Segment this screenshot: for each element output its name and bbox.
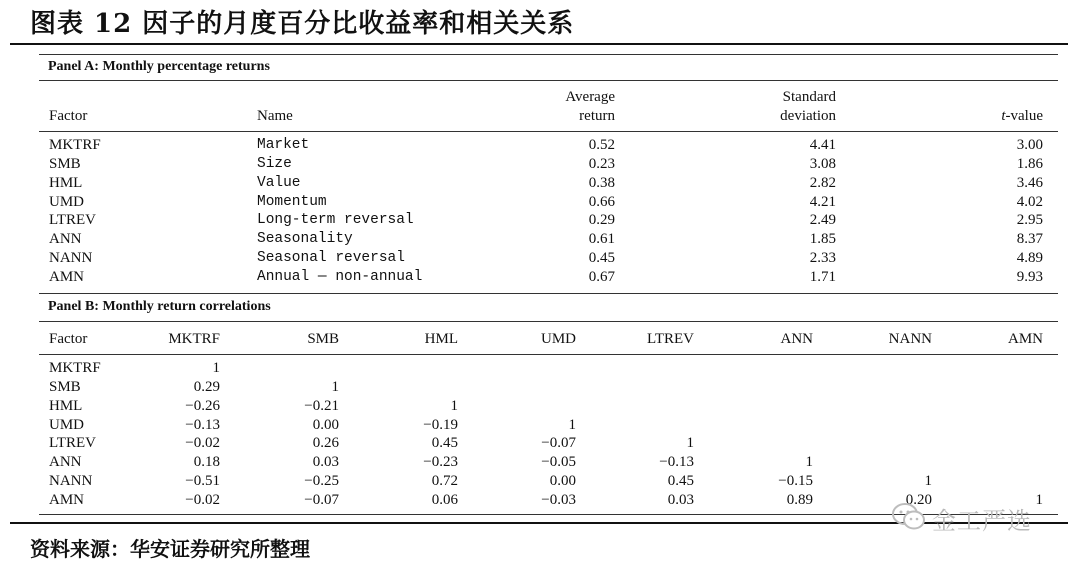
correlation-row-label: SMB: [49, 378, 81, 395]
t-italic: t: [1001, 108, 1006, 124]
correlation-row-label: MKTRF: [49, 360, 101, 376]
panel-b-header-cell: SMB: [307, 331, 339, 347]
correlation-cell: 0.18: [193, 454, 220, 471]
panel-a-header-t-value: [943, 107, 1043, 126]
panel-b-header-cell: Factor: [49, 331, 88, 347]
correlation-cell: −0.05: [541, 454, 576, 471]
correlation-cell: 0.72: [431, 473, 458, 490]
panel-b-header-cell: AMN: [1007, 331, 1043, 347]
t-value-cell: 1.86: [1016, 155, 1043, 172]
watermark-text: 金工严选: [932, 507, 1032, 535]
panel-b-header-cell: ANN: [780, 331, 813, 347]
correlation-row-label: AMN: [49, 491, 85, 508]
t-value-cell: 2.95: [1016, 212, 1043, 229]
correlation-cell: 1: [568, 416, 576, 433]
correlation-cell: 0.20: [905, 491, 932, 508]
std-deviation-cell: 2.49: [809, 212, 836, 229]
std-deviation-cell: 4.41: [809, 137, 836, 153]
top-rule: [10, 43, 1068, 45]
average-return-cell: 0.23: [588, 155, 615, 172]
correlation-cell: 1: [1035, 491, 1043, 508]
std-deviation-cell: 3.08: [809, 155, 836, 172]
avg-header-line1: Average: [565, 89, 615, 105]
correlation-cell: 1: [686, 435, 694, 452]
std-deviation-cell: 2.82: [809, 174, 836, 191]
correlation-cell: 0.00: [549, 473, 576, 490]
t-value-cell: 8.37: [1016, 231, 1043, 248]
panel-a-header-rule: [39, 131, 1058, 132]
correlation-cell: 0.06: [431, 491, 458, 508]
panel-b-header-cell: MKTRF: [168, 331, 220, 347]
std-deviation-cell: 1.71: [809, 268, 836, 285]
panel-a-title: Panel A: Monthly percentage returns: [48, 59, 270, 74]
factor-cell: ANN: [49, 231, 82, 248]
correlation-cell: 0.89: [786, 491, 813, 508]
panel-a-bottom-rule: [39, 293, 1058, 294]
std-deviation-cell: 4.21: [809, 193, 836, 210]
panel-a-header-average-return: [515, 88, 615, 126]
correlation-cell: 0.03: [667, 491, 694, 508]
std-header-line1: Standard: [782, 89, 836, 105]
t-value-cell: 4.02: [1016, 193, 1043, 210]
correlation-cell: 0.29: [193, 378, 220, 395]
panel-b-title-rule: [39, 321, 1058, 322]
panel-b-title: Panel B: Monthly return correlations: [48, 299, 271, 314]
factor-cell: LTREV: [49, 212, 96, 229]
average-return-cell: 0.38: [588, 174, 615, 191]
panel-a-header-name: Name: [257, 108, 293, 124]
correlation-cell: 1: [924, 473, 932, 490]
correlation-cell: −0.23: [423, 454, 458, 471]
correlation-cell: 0.45: [667, 473, 694, 490]
name-cell: Seasonality: [257, 231, 353, 248]
name-cell: Long-term reversal: [257, 212, 414, 229]
correlation-cell: 0.26: [312, 435, 339, 452]
name-cell: Annual — non-annual: [257, 268, 423, 285]
correlation-cell: 0.45: [431, 435, 458, 452]
panel-b-header-cell: HML: [424, 331, 458, 347]
panel-b-header-cell: UMD: [540, 331, 576, 347]
correlation-cell: −0.21: [304, 397, 339, 414]
correlation-cell: −0.26: [185, 397, 220, 414]
correlation-row-label: LTREV: [49, 435, 96, 452]
correlation-row-label: HML: [49, 397, 83, 414]
factor-cell: MKTRF: [49, 137, 101, 153]
wechat-icon: [892, 502, 926, 532]
correlation-cell: 1: [331, 378, 339, 395]
name-cell: Momentum: [257, 193, 327, 210]
name-cell: Value: [257, 174, 301, 191]
panel-a-header-factor: Factor: [49, 108, 88, 124]
t-value-cell: 3.00: [1016, 137, 1043, 153]
panel-a-title-rule: [39, 80, 1058, 81]
average-return-cell: 0.66: [588, 193, 615, 210]
source-note: 资料来源：华安证券研究所整理: [30, 537, 310, 561]
t-value-cell: 4.89: [1016, 250, 1043, 267]
correlation-cell: −0.15: [778, 473, 813, 490]
average-return-cell: 0.67: [588, 268, 615, 285]
name-cell: Size: [257, 155, 292, 172]
correlation-row-label: NANN: [49, 473, 93, 490]
panel-a-header-standard-deviation: [736, 88, 836, 126]
correlation-cell: −0.19: [423, 416, 458, 433]
average-return-cell: 0.29: [588, 212, 615, 229]
avg-header-line2: return: [579, 108, 615, 124]
correlation-cell: −0.02: [185, 491, 220, 508]
figure-title: 图表 12 因子的月度百分比收益率和相关关系: [30, 9, 575, 39]
factor-cell: NANN: [49, 250, 93, 267]
factor-cell: AMN: [49, 268, 85, 285]
panel-b-header-cell: LTREV: [647, 331, 694, 347]
average-return-cell: 0.61: [588, 231, 615, 248]
std-deviation-cell: 1.85: [809, 231, 836, 248]
name-cell: Seasonal reversal: [257, 250, 405, 267]
factor-cell: UMD: [49, 193, 85, 210]
t-value-cell: 3.46: [1016, 174, 1043, 191]
panel-a-top-rule: [39, 54, 1058, 55]
correlation-row-label: UMD: [49, 416, 85, 433]
name-cell: Market: [257, 137, 310, 153]
correlation-cell: −0.13: [185, 416, 220, 433]
std-header-line2: deviation: [780, 108, 836, 124]
correlation-cell: −0.02: [185, 435, 220, 452]
correlation-cell: −0.07: [541, 435, 576, 452]
correlation-cell: 1: [805, 454, 813, 471]
correlation-cell: 1: [212, 360, 220, 376]
panel-b-header-rule: [39, 354, 1058, 355]
correlation-cell: 0.00: [312, 416, 339, 433]
correlation-cell: −0.13: [659, 454, 694, 471]
panel-b-header-cell: NANN: [888, 331, 932, 347]
correlation-cell: −0.07: [304, 491, 339, 508]
factor-cell: SMB: [49, 155, 81, 172]
factor-cell: HML: [49, 174, 83, 191]
t-rest: -value: [1005, 108, 1043, 124]
correlation-cell: −0.25: [304, 473, 339, 490]
average-return-cell: 0.52: [588, 137, 615, 153]
t-value-cell: 9.93: [1016, 268, 1043, 285]
correlation-cell: −0.03: [541, 491, 576, 508]
correlation-cell: 0.03: [312, 454, 339, 471]
watermark: [892, 498, 1042, 538]
std-deviation-cell: 2.33: [809, 250, 836, 267]
correlation-row-label: ANN: [49, 454, 82, 471]
average-return-cell: 0.45: [588, 250, 615, 267]
correlation-cell: 1: [450, 397, 458, 414]
correlation-cell: −0.51: [185, 473, 220, 490]
